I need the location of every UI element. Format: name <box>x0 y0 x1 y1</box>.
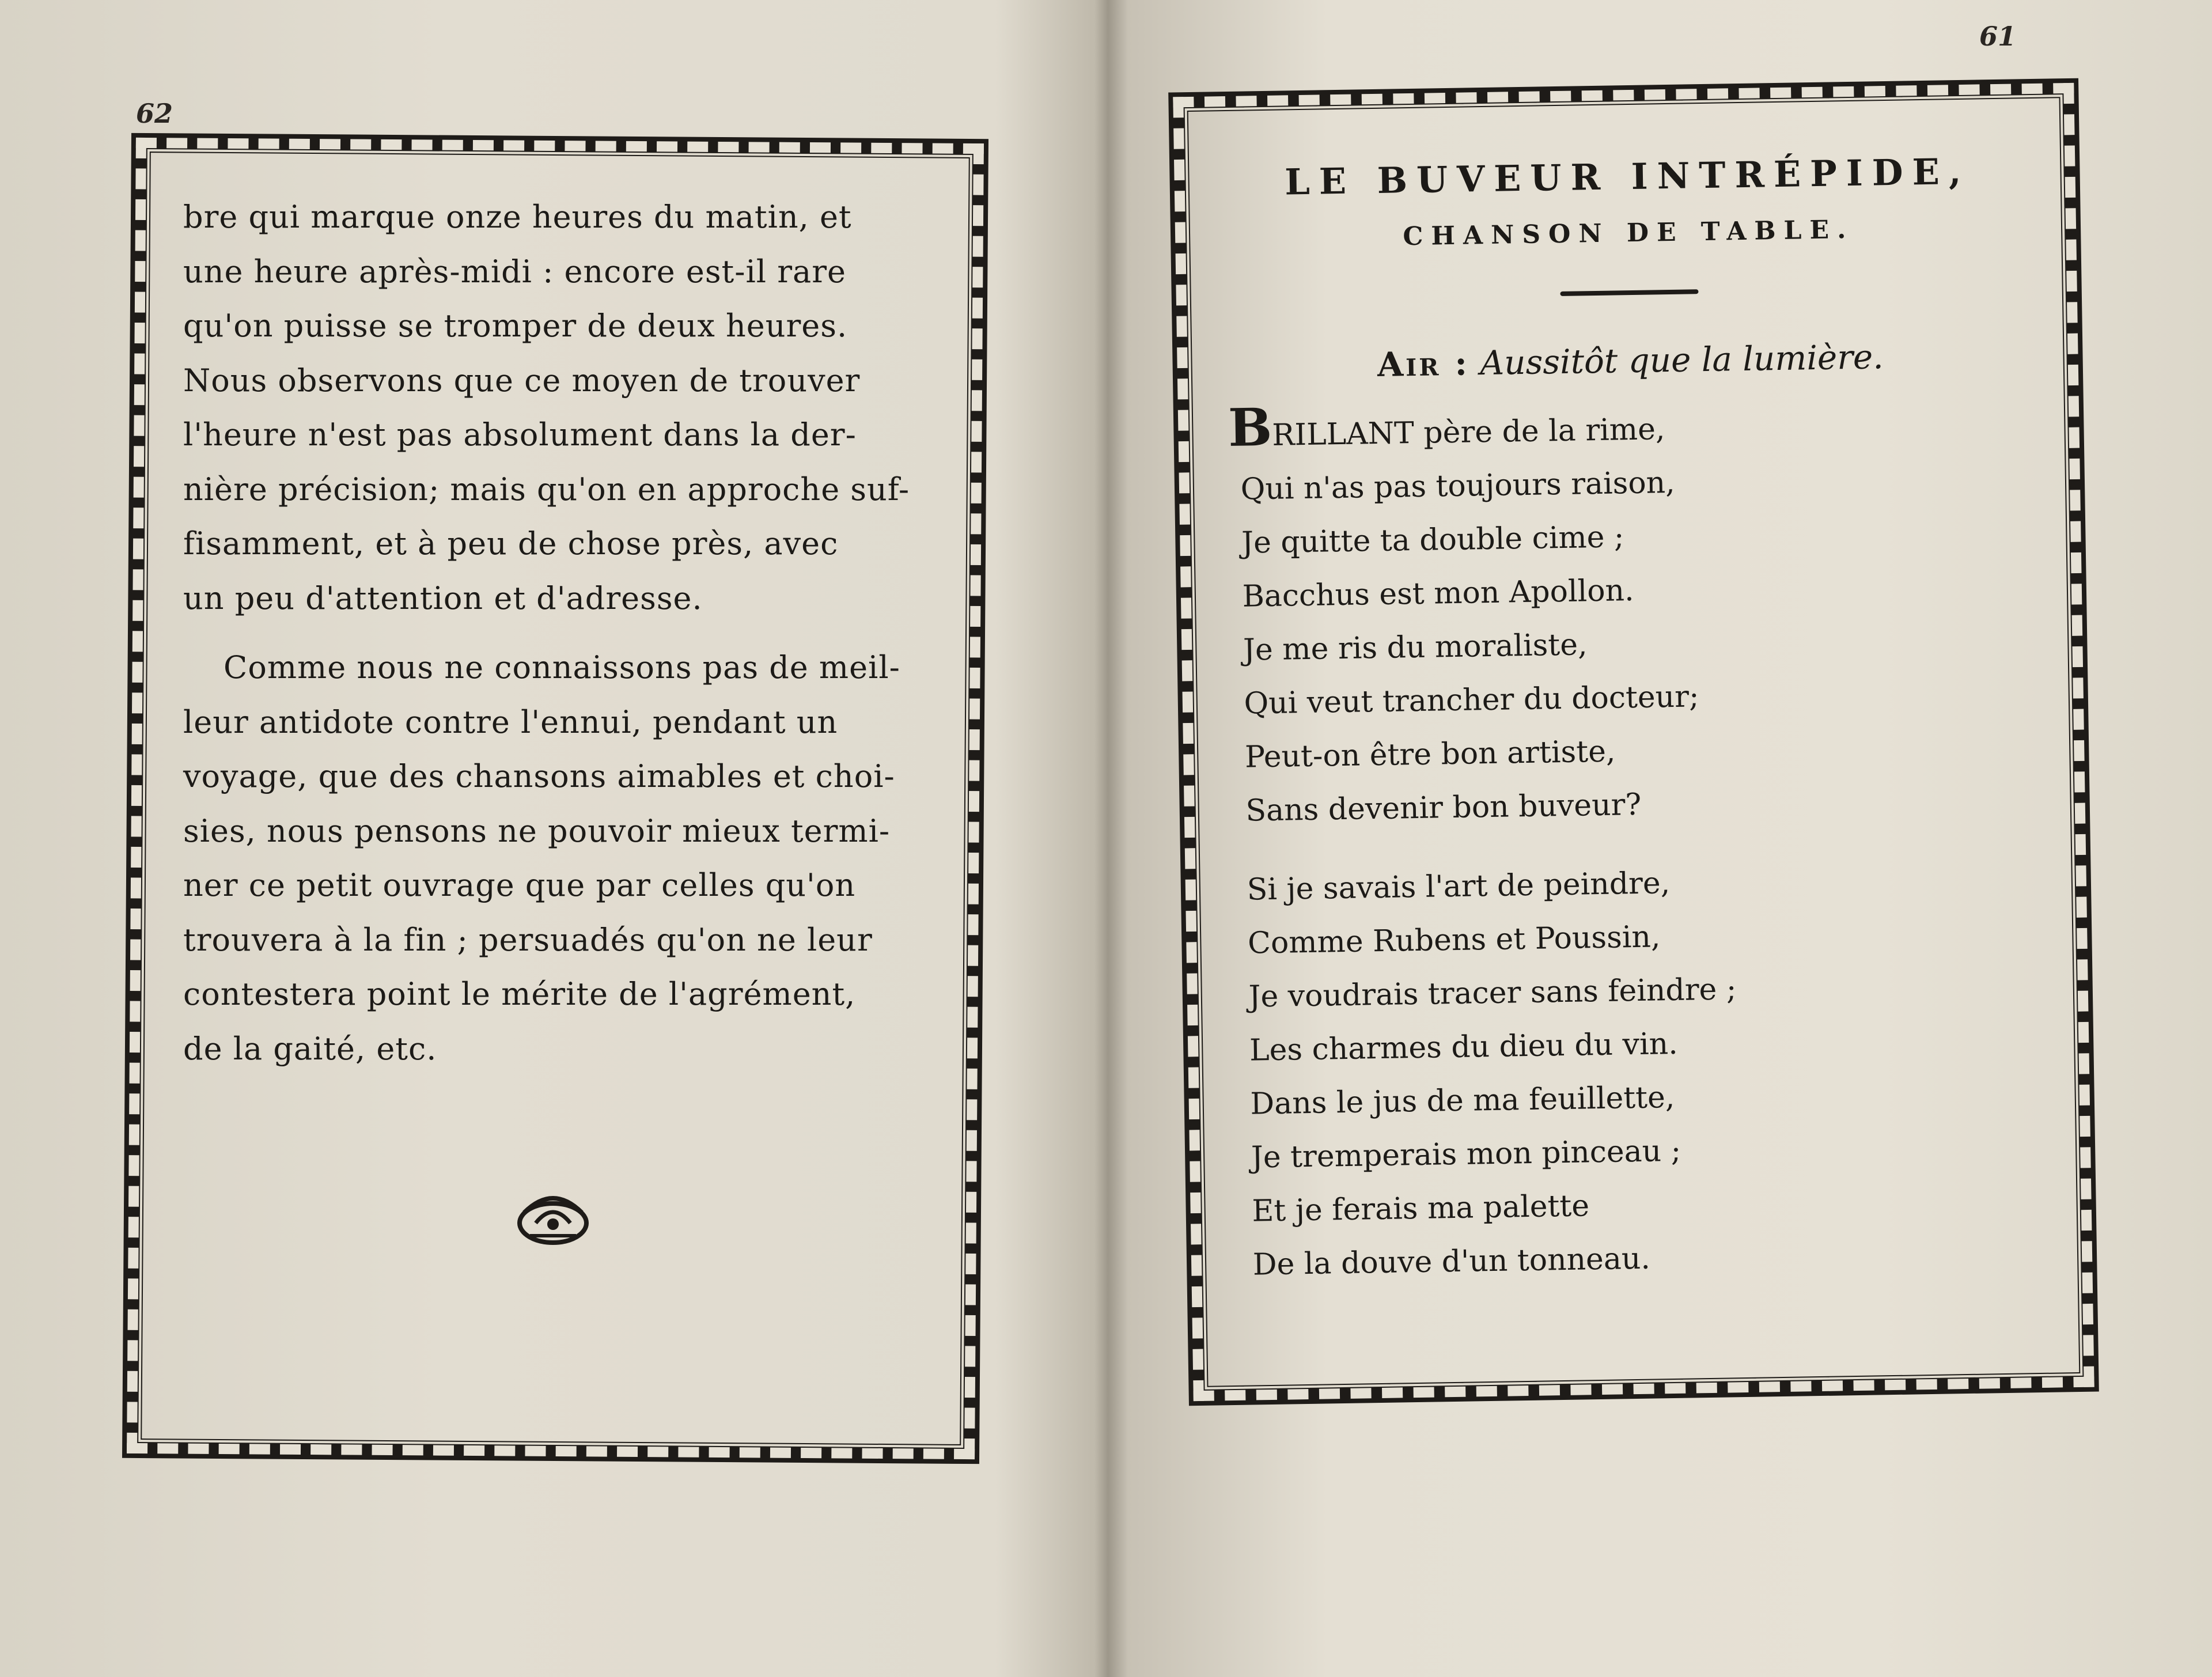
left-paragraph-2 <box>183 641 932 1076</box>
text-line: ner ce petit ouvrage que par celles qu'on <box>183 867 856 903</box>
text-line: Comme nous ne connaissons pas de meil- <box>224 649 900 686</box>
text-line: sies, nous pensons ne pouvoir mieux termi- <box>183 812 891 849</box>
song-subtitle: CHANSON DE TABLE. <box>1402 214 1854 252</box>
fleuron-ornament-icon <box>513 1190 593 1247</box>
text-line: l'heure n'est pas absolument dans la der- <box>183 417 857 453</box>
left-text-block <box>183 190 932 1076</box>
verse-line: Si je savais l'art de peindre, <box>1247 866 1671 907</box>
right-page-number: 61 <box>1979 21 2016 52</box>
drop-cap: B <box>1228 396 1272 459</box>
text-line: fisamment, et à peu de chose près, avec <box>183 525 839 562</box>
verse-line-text: RILLANT père de la rime, <box>1271 412 1665 453</box>
verse-line: Dans le jus de ma feuillette, <box>1250 1080 1675 1122</box>
text-line: contestera point le mérite de l'agrément, <box>183 976 856 1012</box>
verse-line: Qui veut trancher du docteur; <box>1244 679 1699 721</box>
text-line: trouvera à la fin ; persuadés qu'on ne leur <box>183 921 873 958</box>
left-page <box>0 0 1092 1677</box>
verse-line: Les charmes du dieu du vin. <box>1249 1026 1679 1068</box>
verse-line: Je voudrais tracer sans feindre ; <box>1248 972 1737 1014</box>
verse-line: Qui n'as pas toujours raison, <box>1240 465 1676 507</box>
air-tune: Aussitôt que la lumière. <box>1479 337 1884 383</box>
verse-line: Comme Rubens et Poussin, <box>1247 919 1661 961</box>
text-line: une heure après-midi : encore est-il rare <box>183 253 846 290</box>
air-label: Air : <box>1377 343 1470 384</box>
text-line: bre qui marque onze heures du matin, et <box>183 199 852 235</box>
song-title: LE BUVEUR INTRÉPIDE, <box>1284 150 1971 203</box>
verse-line: Je tremperais mon pinceau ; <box>1251 1133 1681 1175</box>
verse-line: Et je ferais ma palette <box>1251 1188 1590 1229</box>
text-line: leur antidote contre l'ennui, pendant un <box>183 703 838 740</box>
verse-line: Je me ris du moraliste, <box>1243 627 1588 668</box>
verse-line: Je quitte ta double cime ; <box>1241 520 1624 561</box>
verse-line: Sans devenir bon buveur? <box>1245 787 1642 828</box>
text-line: voyage, que des chansons aimables et choi- <box>183 758 895 794</box>
verse-line: De la douve d'un tonneau. <box>1252 1241 1651 1282</box>
text-line: un peu d'attention et d'adresse. <box>183 580 703 616</box>
text-line: qu'on puisse se tromper de deux heures. <box>183 308 848 344</box>
text-line: de la gaité, etc. <box>183 1030 437 1067</box>
left-page-number: 62 <box>136 98 173 129</box>
verse-line: Peut-on être bon artiste, <box>1244 734 1616 775</box>
text-line: nière précision; mais qu'on en approche suf- <box>183 471 910 508</box>
text-line: Nous observons que ce moyen de trouver <box>183 362 861 399</box>
verse-line: Bacchus est mon Apollon. <box>1242 573 1635 614</box>
right-ornamental-border <box>1168 78 2099 1406</box>
left-paragraph-1 <box>183 190 932 626</box>
